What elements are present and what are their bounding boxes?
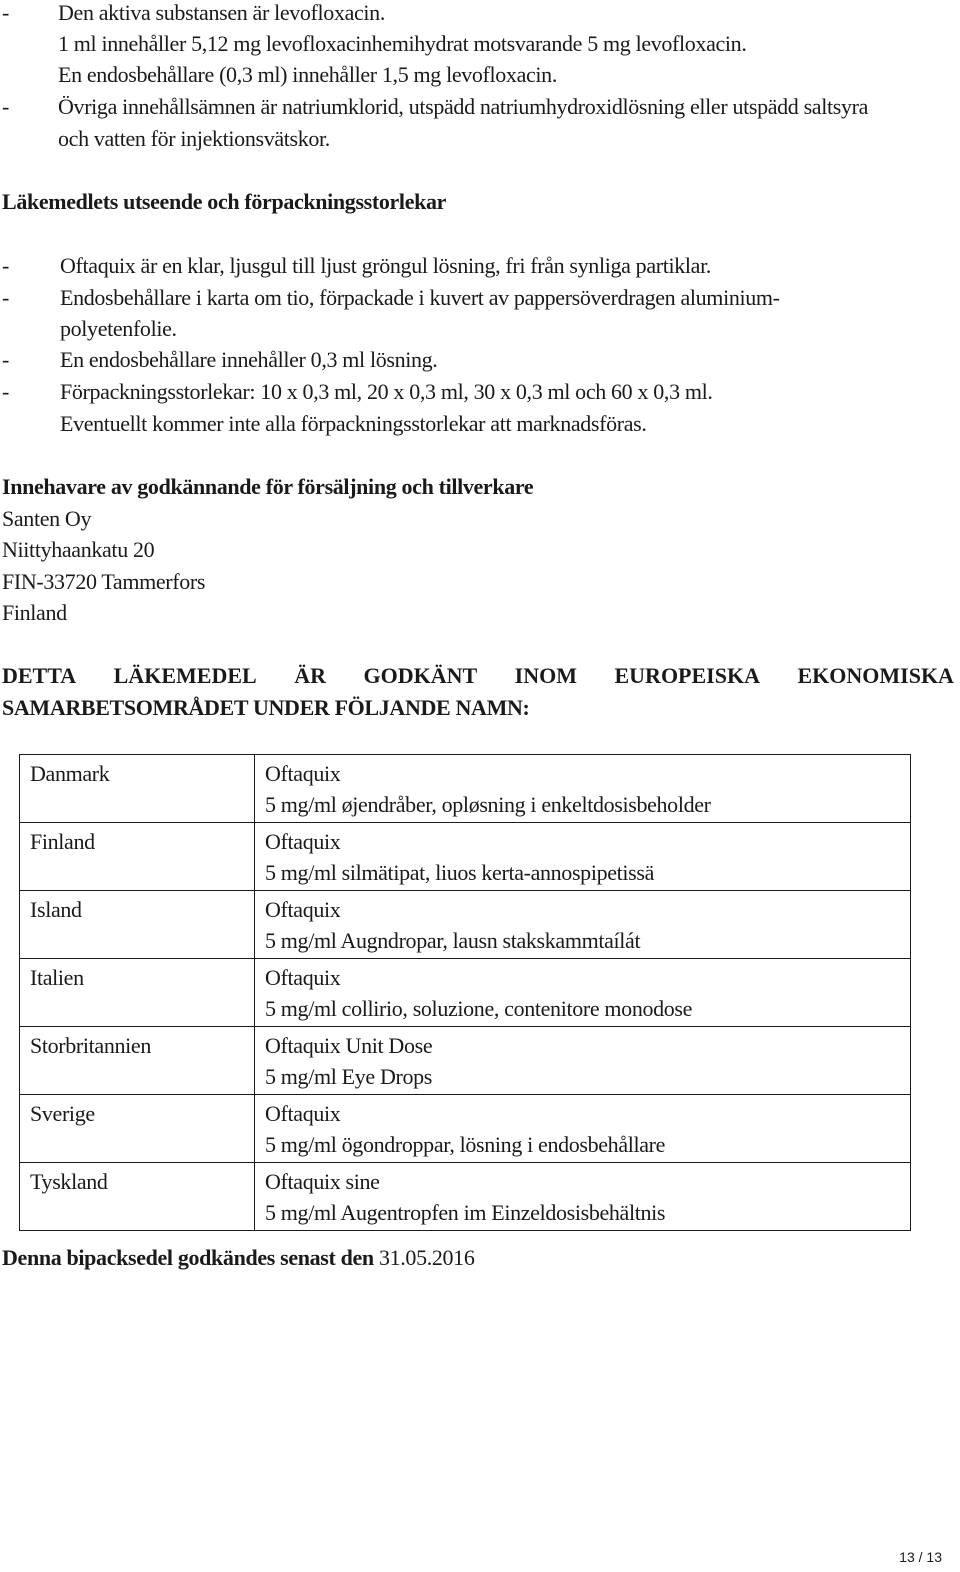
bullet-dash: - (2, 347, 10, 372)
product-name: Oftaquix (265, 897, 341, 922)
product-detail: 5 mg/ml Eye Drops (265, 1064, 432, 1089)
eea-heading-line1 (2, 663, 954, 689)
country-name: Tyskland (30, 1169, 108, 1194)
country-cell (20, 1027, 255, 1095)
appearance-item-pack-note: Eventuellt kommer inte alla förpackningsstorlekar att marknadsföras. (60, 411, 647, 436)
eea-heading-word: EKONOMISKA (797, 663, 954, 688)
table-row (20, 1027, 911, 1095)
table-row (20, 891, 911, 959)
appearance-item-container-cont: polyetenfolie. (60, 316, 177, 341)
page-number: 13 / 13 (899, 1549, 942, 1565)
table-row (20, 1095, 911, 1163)
country-cell (20, 823, 255, 891)
product-name: Oftaquix (265, 965, 341, 990)
appearance-item-volume: En endosbehållare innehåller 0,3 ml lösning. (60, 347, 438, 372)
country-cell (20, 1095, 255, 1163)
product-cell (255, 891, 911, 959)
table-row (20, 1163, 911, 1231)
holder-country: Finland (2, 600, 67, 625)
product-cell (255, 1095, 911, 1163)
excipients-text-cont: och vatten för injektionsvätskor. (58, 126, 330, 151)
product-name: Oftaquix (265, 1101, 341, 1126)
country-name: Island (30, 897, 82, 922)
country-cell (20, 959, 255, 1027)
product-name: Oftaquix Unit Dose (265, 1033, 433, 1058)
product-name: Oftaquix (265, 829, 341, 854)
bullet-dash: - (2, 0, 10, 25)
product-detail: 5 mg/ml øjendråber, opløsning i enkeltdosisbeholder (265, 792, 711, 817)
appearance-item-container: Endosbehållare i karta om tio, förpackade i kuvert av pappersöverdragen aluminium- (60, 285, 780, 310)
product-name: Oftaquix (265, 761, 341, 786)
product-detail: 5 mg/ml collirio, soluzione, contenitore monodose (265, 996, 693, 1021)
table-row (20, 959, 911, 1027)
eea-heading-line2: SAMARBETSOMRÅDET UNDER FÖLJANDE NAMN: (2, 695, 530, 720)
country-cell (20, 755, 255, 823)
product-name: Oftaquix sine (265, 1169, 380, 1194)
approval-date: 31.05.2016 (378, 1245, 475, 1270)
holder-name: Santen Oy (2, 506, 92, 531)
bullet-dash: - (2, 379, 10, 404)
eea-heading-word: ÄR (294, 663, 326, 688)
holder-postal: FIN-33720 Tammerfors (2, 569, 206, 594)
country-cell (20, 891, 255, 959)
approval-statement (2, 1245, 474, 1271)
product-detail: 5 mg/ml Augentropfen im Einzeldosisbehältnis (265, 1200, 666, 1225)
product-detail: 5 mg/ml ögondroppar, lösning i endosbehållare (265, 1132, 666, 1157)
holder-street: Niittyhaankatu 20 (2, 537, 155, 562)
bullet-dash: - (2, 285, 10, 310)
bullet-dash: - (2, 253, 10, 278)
active-substance-text: Den aktiva substansen är levofloxacin. (58, 0, 385, 25)
appearance-heading: Läkemedlets utseende och förpackningsstorlekar (2, 189, 447, 214)
eea-heading-word: DETTA (2, 663, 77, 688)
single-dose-text: En endosbehållare (0,3 ml) innehåller 1,5 mg levofloxacin. (58, 62, 557, 87)
concentration-text: 1 ml innehåller 5,12 mg levofloxacinhemihydrat motsvarande 5 mg levofloxacin. (58, 31, 747, 56)
product-cell (255, 959, 911, 1027)
country-name: Danmark (30, 761, 110, 786)
product-cell (255, 755, 911, 823)
product-cell (255, 1163, 911, 1231)
product-cell (255, 1027, 911, 1095)
table-row (20, 823, 911, 891)
country-name: Finland (30, 829, 95, 854)
appearance-item-solution: Oftaquix är en klar, ljusgul till ljust gröngul lösning, fri från synliga partiklar. (60, 253, 711, 278)
product-cell (255, 823, 911, 891)
country-cell (20, 1163, 255, 1231)
eea-heading-word: LÄKEMEDEL (113, 663, 257, 688)
eea-heading-word: INOM (514, 663, 577, 688)
bullet-dash: - (2, 94, 10, 119)
country-name: Storbritannien (30, 1033, 151, 1058)
approval-label: Denna bipacksedel godkändes senast den (2, 1245, 374, 1270)
appearance-item-pack-sizes: Förpackningsstorlekar: 10 x 0,3 ml, 20 x 0,3 ml, 30 x 0,3 ml och 60 x 0,3 ml. (60, 379, 713, 404)
table-row (20, 755, 911, 823)
country-name: Sverige (30, 1101, 95, 1126)
product-detail: 5 mg/ml Augndropar, lausn stakskammtaílát (265, 928, 641, 953)
country-name: Italien (30, 965, 84, 990)
excipients-text: Övriga innehållsämnen är natriumklorid, utspädd natriumhydroxidlösning eller utspädd saltsyra (58, 94, 868, 119)
eea-heading-word: EUROPEISKA (614, 663, 760, 688)
eea-heading-word: GODKÄNT (363, 663, 478, 688)
product-detail: 5 mg/ml silmätipat, liuos kerta-annospipetissä (265, 860, 655, 885)
holder-heading: Innehavare av godkännande för försäljning och tillverkare (2, 474, 534, 499)
eea-names-table (19, 754, 911, 1231)
